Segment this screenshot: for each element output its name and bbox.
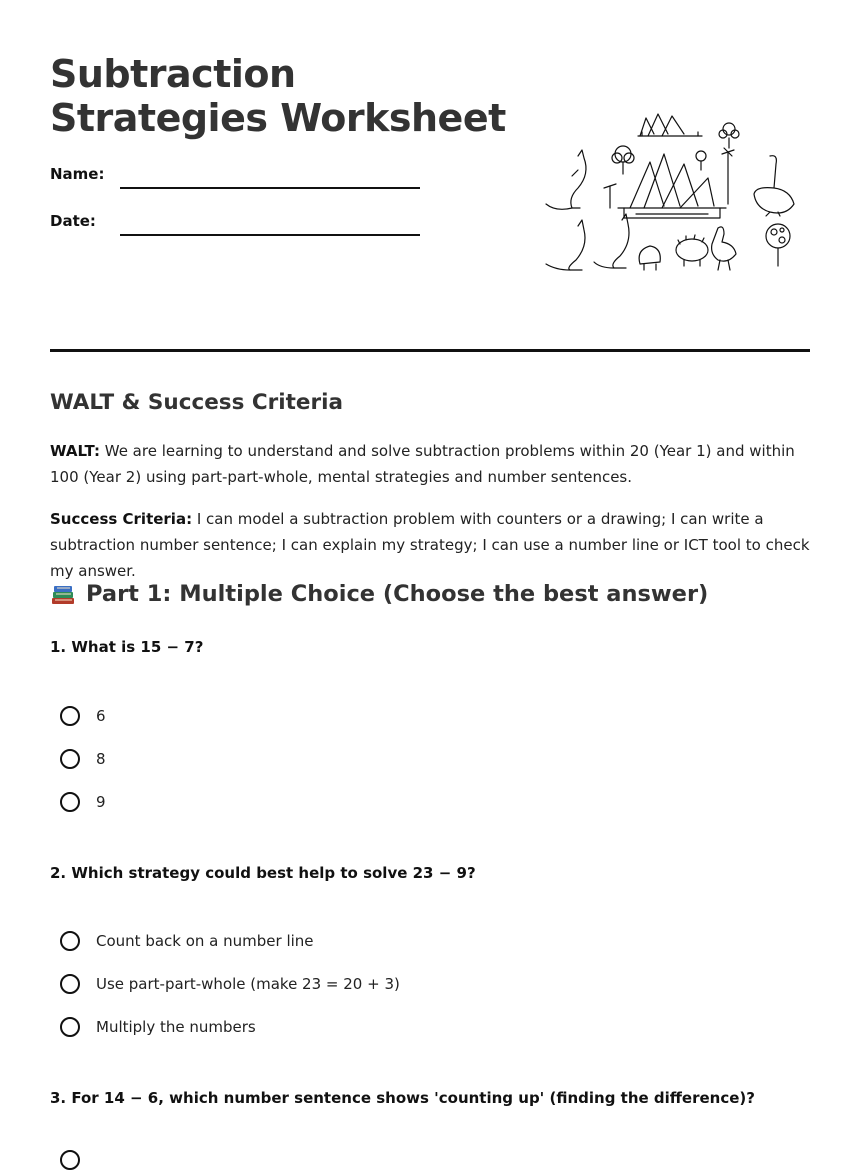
radio-button[interactable] <box>60 749 80 769</box>
header-divider <box>50 349 810 352</box>
radio-button[interactable] <box>60 1017 80 1037</box>
question-3-option-1[interactable] <box>60 1147 80 1173</box>
radio-button[interactable] <box>60 706 80 726</box>
opera-house-small-icon <box>638 114 702 136</box>
radio-button[interactable] <box>60 792 80 812</box>
success-criteria-label: Success Criteria: <box>50 510 193 528</box>
question-1-option-1[interactable] <box>60 703 106 729</box>
flowering-tree-icon <box>766 224 790 266</box>
option-label: Multiply the numbers <box>96 1018 256 1036</box>
part1-heading <box>50 581 708 607</box>
emu-icon <box>754 156 794 216</box>
question-2-option-3[interactable] <box>60 1014 256 1040</box>
part1-heading-text: Part 1: Multiple Choice (Choose the best answer) <box>86 581 709 607</box>
tree-icon <box>612 146 634 174</box>
success-criteria-paragraph <box>50 506 810 584</box>
question-1-option-2[interactable] <box>60 746 106 772</box>
question-2: 2. Which strategy could best help to solve 23 − 9? <box>50 864 476 882</box>
wombat-icon <box>639 246 660 270</box>
small-tree-icon <box>696 151 706 170</box>
radio-button[interactable] <box>60 974 80 994</box>
date-input-line[interactable] <box>120 234 420 236</box>
walt-heading: WALT & Success Criteria <box>50 390 343 415</box>
walt-text: We are learning to understand and solve subtraction problems within 20 (Year 1) and within 100 (Year 2) using part-part-whole, mental strategies and number sentences. <box>50 442 795 486</box>
question-2-option-1[interactable] <box>60 928 314 954</box>
option-label: 9 <box>96 793 106 811</box>
question-3: 3. For 14 − 6, which number sentence shows 'counting up' (finding the difference)? <box>50 1089 755 1107</box>
radio-button[interactable] <box>60 1150 80 1170</box>
option-label: Use part-part-whole (make 23 = 20 + 3) <box>96 975 400 993</box>
name-label: Name: <box>50 165 105 183</box>
question-1: 1. What is 15 − 7? <box>50 638 204 656</box>
books-icon <box>50 581 76 607</box>
worksheet-title: Subtraction Strategies Worksheet <box>50 52 506 140</box>
walt-paragraph <box>50 438 810 490</box>
option-label: 6 <box>96 707 106 725</box>
question-2-option-2[interactable] <box>60 971 400 997</box>
radio-button[interactable] <box>60 931 80 951</box>
name-field <box>50 165 430 195</box>
kangaroo-icon <box>546 150 586 209</box>
date-field <box>50 212 430 242</box>
flower-bush-icon <box>719 123 739 148</box>
option-label: Count back on a number line <box>96 932 314 950</box>
question-1-option-3[interactable] <box>60 789 106 815</box>
option-label: 8 <box>96 750 106 768</box>
date-label: Date: <box>50 212 96 230</box>
emu-2-icon <box>712 227 736 270</box>
walt-label: WALT: <box>50 442 100 460</box>
name-input-line[interactable] <box>120 187 420 189</box>
australian-landmarks-animals-illustration <box>538 104 800 276</box>
success-criteria-text: I can model a subtraction problem with counters or a drawing; I can write a subtraction number sentence; I can explain my strategy; I can use a number line or ICT tool to check my answer. <box>50 510 810 580</box>
opera-house-large-icon <box>618 154 726 218</box>
kangaroo-2-icon <box>546 220 585 270</box>
kangaroo-3-icon <box>594 214 629 268</box>
echidna-icon <box>676 235 708 266</box>
